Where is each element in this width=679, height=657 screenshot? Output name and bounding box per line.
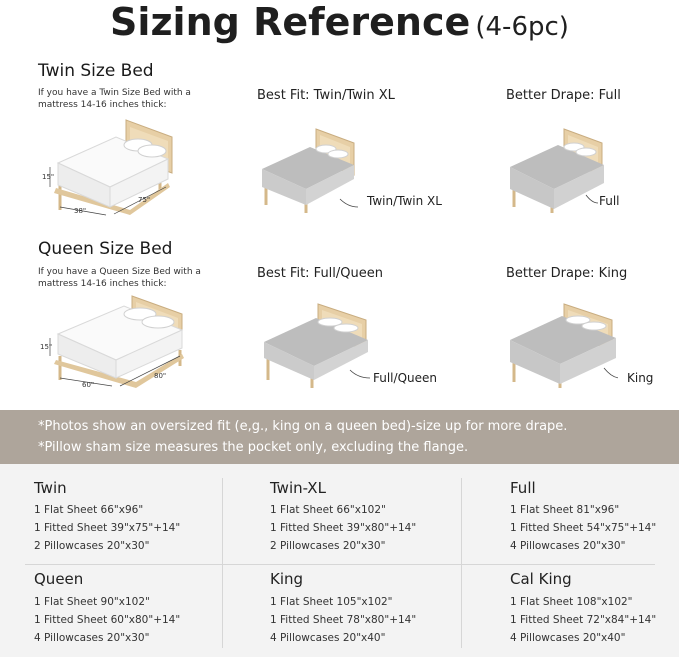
twin-section-subtitle: If you have a Twin Size Bed with a mattress 14-16 inches thick: xyxy=(38,88,191,110)
queen-better-drape-bed xyxy=(508,300,618,390)
size-line: 1 Fitted Sheet 39"x75"+14" xyxy=(34,522,181,534)
size-line: 1 Fitted Sheet 78"x80"+14" xyxy=(270,614,417,626)
size-line: 1 Flat Sheet 108"x102" xyxy=(510,596,633,608)
queen-best-fit-label: Best Fit: Full/Queen xyxy=(257,266,383,281)
title-subtitle: (4-6pc) xyxy=(475,12,569,42)
size-line: 1 Fitted Sheet 60"x80"+14" xyxy=(34,614,181,626)
twin-best-fit-label: Best Fit: Twin/Twin XL xyxy=(257,88,395,103)
twin-better-drape-label: Better Drape: Full xyxy=(506,88,621,103)
size-line: 4 Pillowcases 20"x30" xyxy=(34,632,150,644)
twin-length-label: 75" xyxy=(138,196,151,204)
size-line: 1 Flat Sheet 66"x96" xyxy=(34,504,144,516)
twin-better-drape-bed xyxy=(508,125,608,215)
queen-section-title: Queen Size Bed xyxy=(38,239,173,259)
size-grid xyxy=(0,464,679,657)
size-name-cal-king: Cal King xyxy=(510,570,572,588)
twin-width-label: 38" xyxy=(74,207,87,215)
note-pillow-sham: *Pillow sham size measures the pocket only, excluding the flange. xyxy=(38,440,469,455)
queen-section-subtitle: If you have a Queen Size Bed with a mattress 14-16 inches thick: xyxy=(38,267,201,289)
size-line: 4 Pillowcases 20"x40" xyxy=(510,632,626,644)
size-line: 1 Flat Sheet 81"x96" xyxy=(510,504,620,516)
size-line: 4 Pillowcases 20"x40" xyxy=(270,632,386,644)
twin-section-title: Twin Size Bed xyxy=(38,61,154,81)
twin-bed-illustration xyxy=(40,115,185,220)
queen-best-fit-bed xyxy=(260,300,375,390)
queen-bed-illustration xyxy=(40,290,190,395)
queen-width-label: 60" xyxy=(82,381,95,389)
grid-divider xyxy=(222,478,223,648)
size-line: 2 Pillowcases 20"x30" xyxy=(34,540,150,552)
size-name-twin: Twin xyxy=(34,479,67,497)
size-name-queen: Queen xyxy=(34,570,84,588)
size-line: 2 Pillowcases 20"x30" xyxy=(270,540,386,552)
size-line: 1 Flat Sheet 105"x102" xyxy=(270,596,393,608)
queen-better-drape-tag: King xyxy=(627,371,654,385)
queen-best-fit-tag: Full/Queen xyxy=(373,371,437,385)
size-line: 1 Fitted Sheet 72"x84"+14" xyxy=(510,614,657,626)
grid-divider xyxy=(25,564,655,565)
page-title xyxy=(0,0,679,52)
size-name-king: King xyxy=(270,570,304,588)
size-line: 1 Fitted Sheet 54"x75"+14" xyxy=(510,522,657,534)
size-line: 1 Flat Sheet 90"x102" xyxy=(34,596,150,608)
size-line: 1 Fitted Sheet 39"x80"+14" xyxy=(270,522,417,534)
twin-best-fit-bed xyxy=(258,125,368,215)
twin-best-fit-tag: Twin/Twin XL xyxy=(367,194,442,208)
queen-length-label: 80" xyxy=(154,372,167,380)
size-line: 1 Flat Sheet 66"x102" xyxy=(270,504,386,516)
queen-better-drape-label: Better Drape: King xyxy=(506,266,628,281)
grid-divider xyxy=(461,478,462,648)
note-oversized-fit: *Photos show an oversized fit (e,g., king on a queen bed)-size up for more drape. xyxy=(38,419,568,434)
queen-height-label: 15" xyxy=(40,343,53,351)
title-main: Sizing Reference xyxy=(110,0,471,44)
size-name-twin-xl: Twin-XL xyxy=(270,479,326,497)
twin-better-drape-tag: Full xyxy=(599,194,620,208)
twin-height-label: 15" xyxy=(42,173,55,181)
size-name-full: Full xyxy=(510,479,536,497)
size-line: 4 Pillowcases 20"x30" xyxy=(510,540,626,552)
